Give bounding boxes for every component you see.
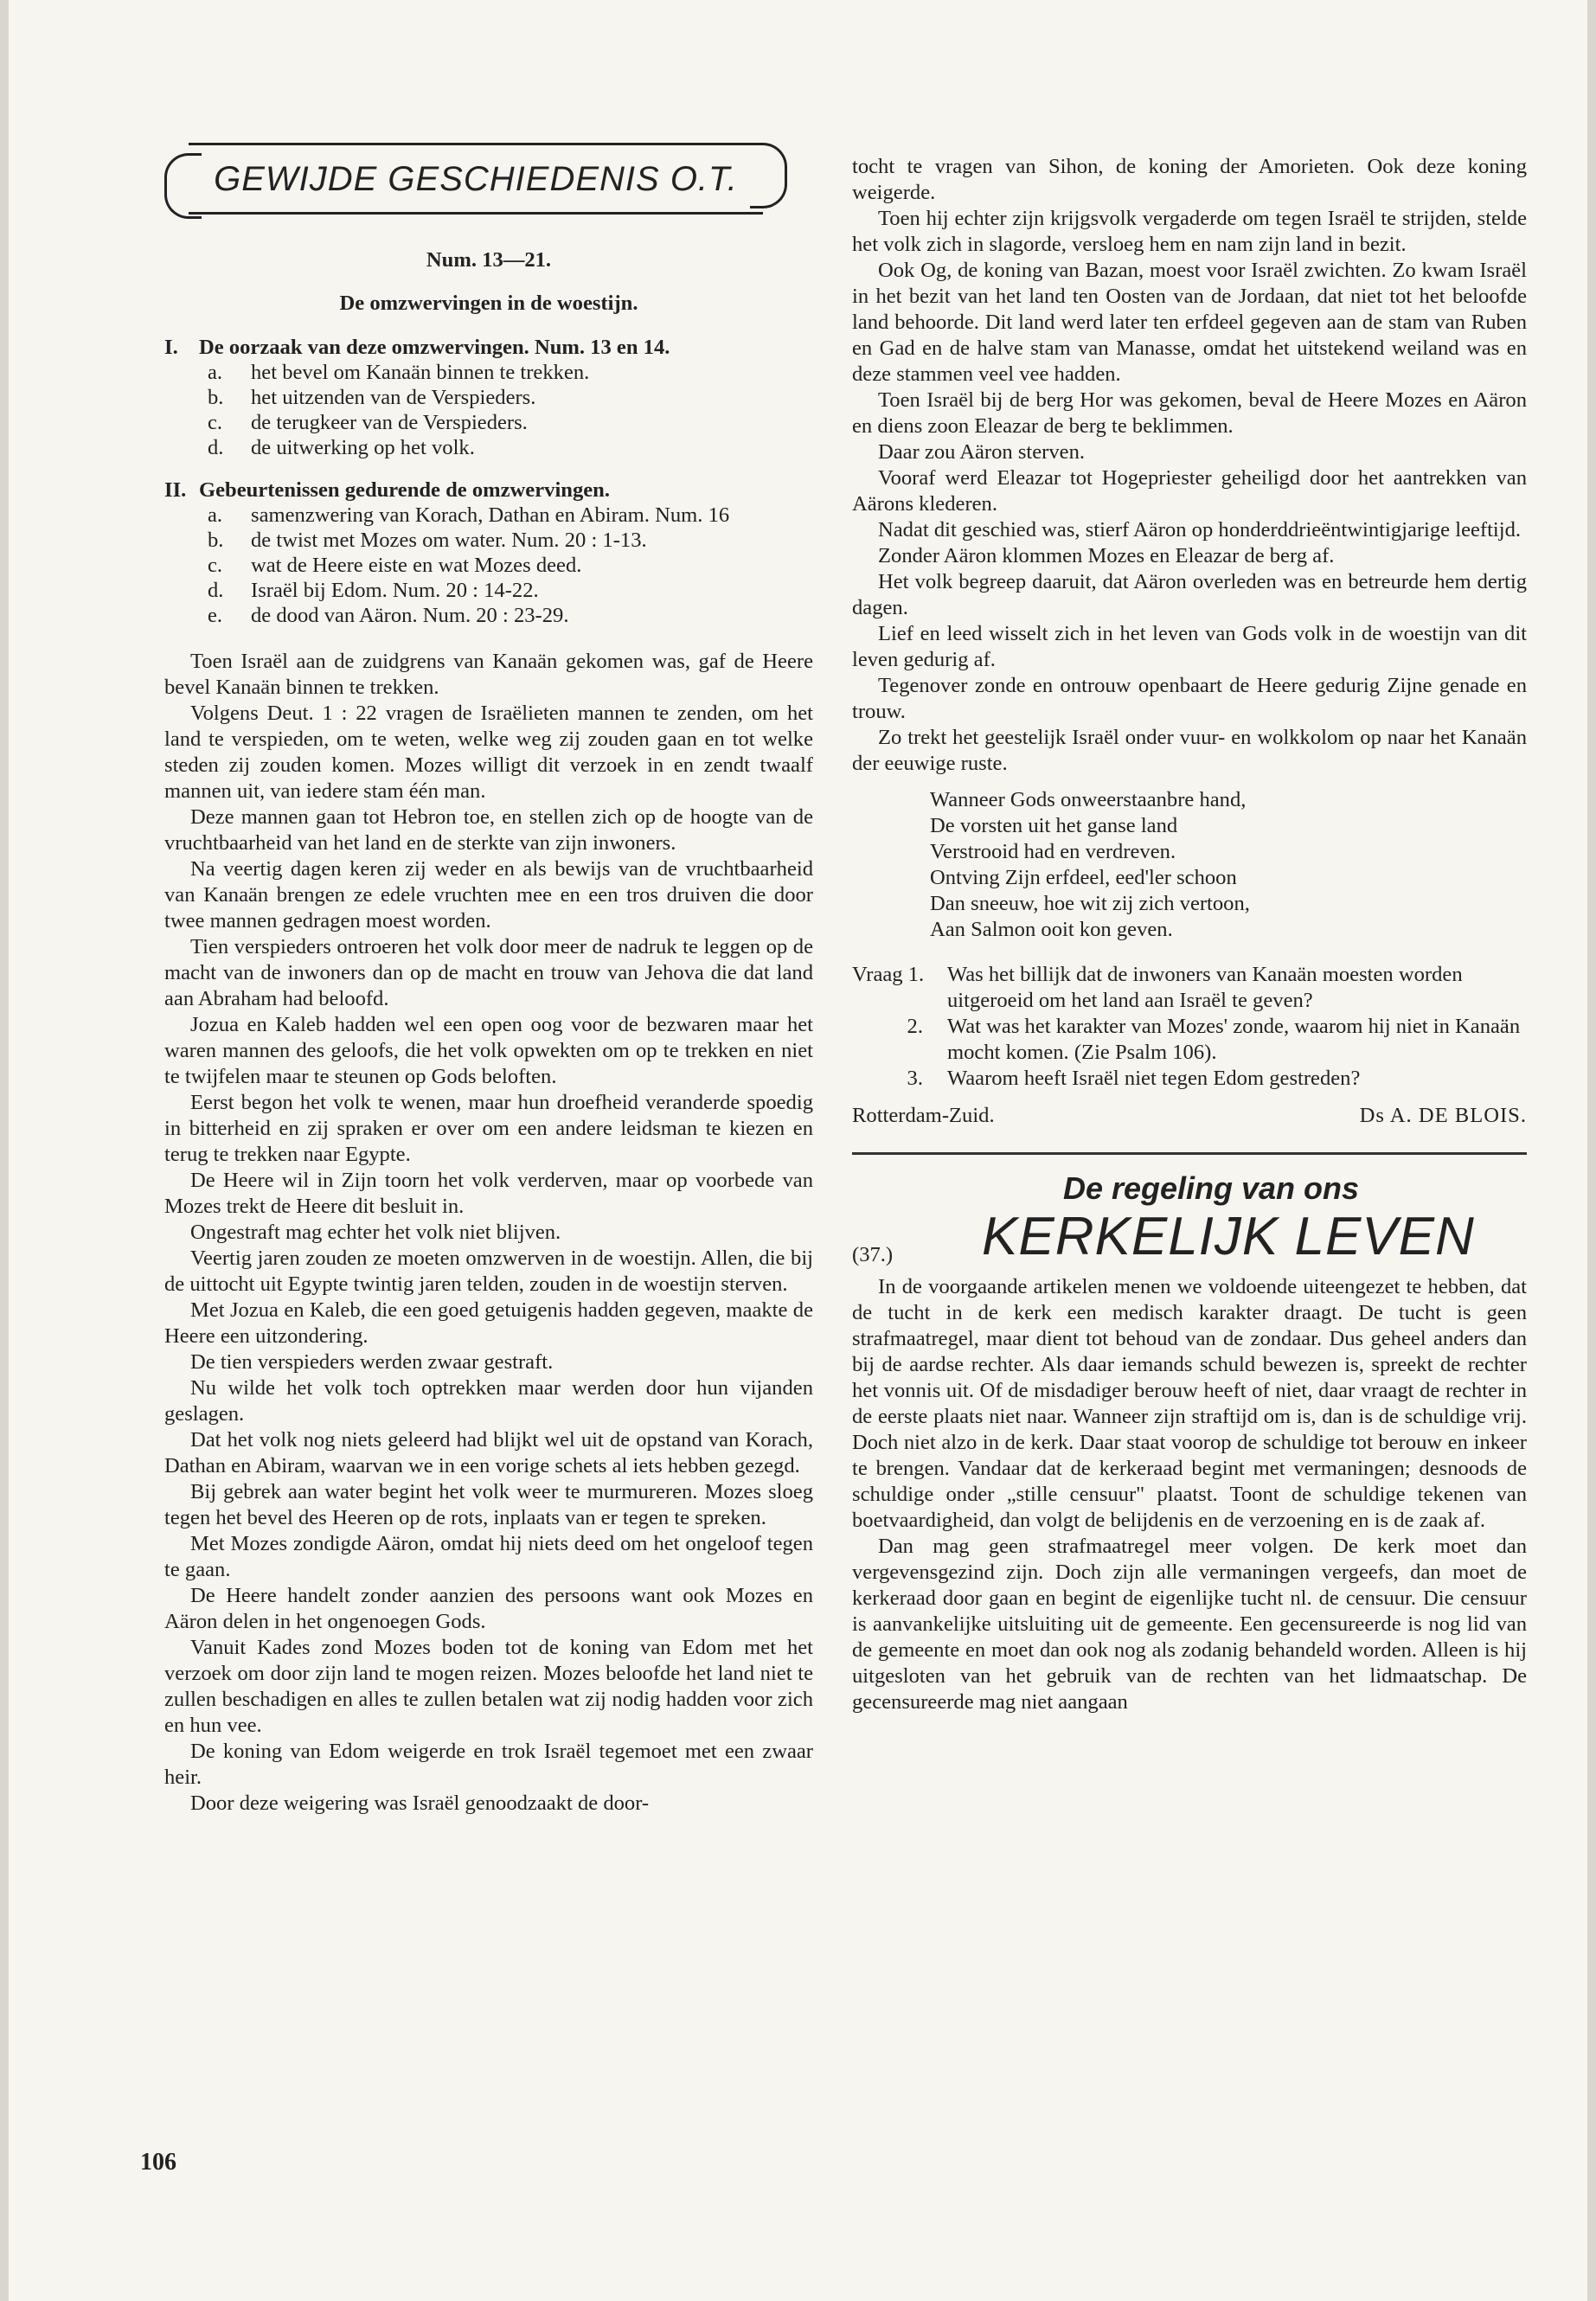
questions [852,962,1527,1092]
paragraph: De Heere wil in Zijn toorn het volk verderven, maar op voorbede van Mozes trekt de Heere dit besluit in. [164,1169,813,1218]
outline-item: c. wat de Heere eiste en wat Mozes deed. [208,554,582,577]
paragraph: Zo trekt het geestelijk Israël onder vuur- en wolkkolom op naar het Kanaän der eeuwige ruste. [852,726,1527,775]
paragraph: Eerst begon het volk te wenen, maar hun droefheid veranderde spoedig in bitterheid en zij spraken er over om een andere leidsman te kiezen en terug te trekken naar Egypte. [164,1091,813,1166]
paragraph: Vanuit Kades zond Mozes boden tot de koning van Edom met het verzoek om door zijn land te mogen reizen. Mozes beloofde het land niet te zullen beschadigen en alles te zullen betalen wat zij nodig hadden voor zich en hun vee. [164,1636,813,1737]
paragraph: Met Jozua en Kaleb, die een goed getuigenis hadden gegeven, maakte de Heere een uitzondering. [164,1298,813,1348]
signoff [852,1104,1527,1128]
right-scan-edge [1587,0,1596,2301]
lesson-subtitle: De omzwervingen in de woestijn. [339,292,638,315]
scripture-reference: Num. 13—21. [426,248,552,272]
poem-line: Dan sneeuw, hoe wit zij zich vertoon, [930,892,1250,915]
outline-item: b. het uitzenden van de Verspieders. [208,386,536,409]
paragraph: De Heere handelt zonder aanzien des persoons want ook Mozes en Aäron delen in het ongenoegen Gods. [164,1584,813,1633]
page-number: 106 [140,2149,176,2176]
paragraph: Nu wilde het volk toch optrekken maar werden door hun vijanden geslagen. [164,1376,813,1426]
left-column [164,143,813,1817]
paragraph: Na veertig dagen keren zij weder en als bewijs van de vruchtbaarheid van Kanaän brengen ze edele vruchten mee en een tros druiven die door twee mannen gedragen moest worden. [164,857,813,933]
outline-heading: II. Gebeurtenissen gedurende de omzwervingen. [164,478,610,502]
paragraph: Volgens Deut. 1 : 22 vragen de Israëlieten mannen te zenden, om het land te verspieden, om te weten, welke weg zij zouden gaan en tot welke steden zij zouden komen. Mozes willigt dit verzoek in en zendt twaalf mannen uit, van iedere stam één man. [164,702,813,803]
outline-item: b. de twist met Mozes om water. Num. 20 : 1-13. [208,529,647,552]
outline-item: d. de uitwerking op het volk. [208,436,475,459]
paragraph: De tien verspieders werden zwaar gestraft. [190,1350,554,1374]
outline-item: c. de terugkeer van de Verspieders. [208,411,528,434]
paragraph: Met Mozes zondigde Aäron, omdat hij niets deed om het ongeloof tegen te gaan. [164,1532,813,1581]
article-number: (37.) [852,1243,894,1266]
paragraph: Zonder Aäron klommen Mozes en Eleazar de berg af. [878,544,1335,567]
question-item: Vraag 1. Was het billijk dat de inwoners van Kanaän moesten worden uitgeroeid om het land aan Israël te geven? [852,963,1463,1012]
question-item: 3. Waarom heeft Israël niet tegen Edom gestreden? [907,1067,1361,1090]
outline [164,335,813,628]
paragraph: Veertig jaren zouden ze moeten omzwerven in de woestijn. Allen, die bij de uittocht uit Egypte twintig jaren telden, zouden in de woestijn sterven. [164,1247,813,1296]
paragraph: Toen hij echter zijn krijgsvolk vergaderde om tegen Israël te strijden, stelde het volk zich in slagorde, versloeg hem en nam zijn land in bezit. [852,207,1527,256]
paragraph: Bij gebrek aan water begint het volk weer te murmureren. Mozes sloeg tegen het bevel des Heeren op de rots, inplaats van er tegen te spreken. [164,1480,813,1529]
paragraph: Jozua en Kaleb hadden wel een open oog voor de bezwaren maar het waren mannen des geloofs, die het volk opwekten om op te trekken en niet te twijfelen maar te steunen op Gods beloften. [164,1013,813,1088]
outline-heading: I. De oorzaak van deze omzwervingen. Num. 13 en 14. [164,336,670,359]
paragraph: In de voorgaande artikelen menen we voldoende uiteengezet te hebben, dat de tucht in de kerk een medisch karakter draagt. De tucht is geen strafmaatregel, maar dient tot behoud van de zondaar. Dus geheel anders dan bij de aardse rechter. Als daar iemands schuld bewezen is, spreekt de rechter het vonnis uit. Of de misdadiger berouw heeft of niet, daar vraagt de rechter in de eerste plaats niet naar. Wanneer zijn straftijd om is, dan is de schuldige vrij. Doch niet alzo in de kerk. Daar staat voorop de schuldige tot berouw en inkeer te brengen. Vandaar dat de kerkeraad begint met vermaningen; desnoods de schuldige onder „stille censuur" plaatst. Toont de schuldige tekenen van boetvaardigheid, dan volgt de belijdenis en de verzoening en is de zaak af. [852,1275,1527,1532]
section-banner [164,143,787,214]
paragraph: Deze mannen gaan tot Hebron toe, en stellen zich op de hoogte van de vruchtbaarheid van het land en de sterkte van zijn inwoners. [164,805,813,855]
paragraph: Tien verspieders ontroeren het volk door meer de nadruk te leggen op de macht van de inwoners dan op de macht en trouw van Jehova die dat land aan Abraham had beloofd. [164,935,813,1010]
paragraph: De koning van Edom weigerde en trok Israël tegemoet met een zwaar heir. [164,1740,813,1789]
article-title: KERKELIJK LEVEN [982,1207,1475,1266]
signoff-place: Rotterdam-Zuid. [852,1104,995,1127]
outline-item: e. de dood van Aäron. Num. 20 : 23-29. [208,604,569,627]
signoff-author: Ds A. DE BLOIS. [1359,1104,1527,1127]
paragraph: Ongestraft mag echter het volk niet blijven. [190,1221,561,1244]
poem-line: Ontving Zijn erfdeel, eed'ler schoon [930,866,1237,889]
paragraph: Het volk begreep daaruit, dat Aäron overleden was en betreurde hem dertig dagen. [852,570,1527,619]
paragraph: Tegenover zonde en ontrouw openbaart de Heere gedurig Zijne genade en trouw. [852,674,1527,723]
paragraph: Lief en leed wisselt zich in het leven van Gods volk in de woestijn van dit leven gedurig af. [852,622,1527,671]
right-column [852,154,1527,1715]
poem-line: Wanneer Gods onweerstaanbre hand, [930,788,1247,811]
paragraph: Toen Israël bij de berg Hor was gekomen, beval de Heere Mozes en Aäron en diens zoon Eleazar de berg te beklimmen. [852,388,1527,438]
outline-item: d. Israël bij Edom. Num. 20 : 14-22. [208,579,539,602]
question-item: 2. Wat was het karakter van Mozes' zonde, waarom hij niet in Kanaän mocht komen. (Zie Psalm 106). [907,1015,1521,1064]
left-scan-edge [0,0,9,2301]
poem-line: Verstrooid had en verdreven. [930,840,1176,863]
section-title: GEWIJDE GESCHIEDENIS O.T. [214,160,738,198]
paragraph: Vooraf werd Eleazar tot Hogepriester geheiligd door het aantrekken van Aärons klederen. [852,466,1527,516]
paragraph: Toen Israël aan de zuidgrens van Kanaän gekomen was, gaf de Heere bevel Kanaän binnen te trekken. [164,650,813,699]
outline-item: a. samenzwering van Korach, Dathan en Abiram. Num. 16 [208,503,730,527]
poem-line: De vorsten uit het ganse land [930,814,1178,837]
paragraph: Dan mag geen strafmaatregel meer volgen. De kerk moet dan vergevensgezind zijn. Doch zijn alle vermaningen vergeefs, dan moet de kerkeraad door gaan en begint de eigenlijke tucht nl. de censuur. Die censuur is aanvankelijke uitsluiting uit de gemeente. Een gecensureerde is nog lid van de gemeente en moet dan ook nog als zodanig behandeld worden. Alleen is hij uitgesloten van het gebruik van de rechten van het lidmaatschap. De gecensureerde mag niet aangaan [852,1535,1527,1714]
outline-item: a. het bevel om Kanaän binnen te trekken. [208,361,590,384]
paragraph: Daar zou Aäron sterven. [878,440,1086,464]
paragraph: tocht te vragen van Sihon, de koning der Amorieten. Ook deze koning weigerde. [852,155,1527,204]
paragraph: Ook Og, de koning van Bazan, moest voor Israël zwichten. Zo kwam Israël in het bezit van het land ten Oosten van de Jordaan, dat niet tot het beloofde land behoorde. Dit land werd later ten erfdeel gegeven aan de stam van Ruben en Gad en de halve stam van Manasse, omdat het uitstekend weiland was en deze stammen veel vee hadden. [852,259,1527,386]
poem-line: Aan Salmon ooit kon geven. [930,918,1173,941]
paragraph: Nadat dit geschied was, stierf Aäron op honderddrieëntwintigjarige leeftijd. [878,518,1522,542]
poem [930,787,1527,943]
paragraph: Dat het volk nog niets geleerd had blijkt wel uit de opstand van Korach, Dathan en Abiram, waarvan we in een vorige schets al iets hebben gezegd. [164,1428,813,1477]
article-subtitle: De regeling van ons [1062,1170,1360,1206]
paragraph: Door deze weigering was Israël genoodzaakt de door- [190,1791,650,1815]
article-divider [852,1152,1527,1155]
article-header [852,1207,1527,1267]
